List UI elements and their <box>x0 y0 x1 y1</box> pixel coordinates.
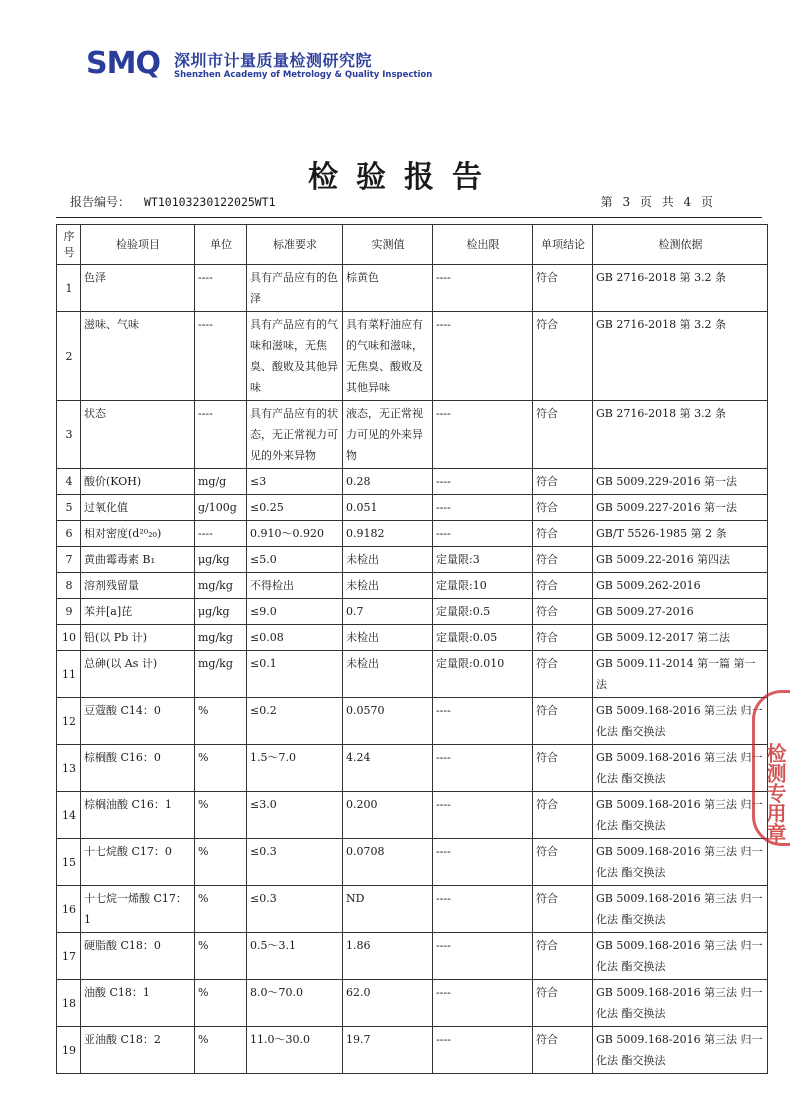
row-limit: 定量限:10 <box>433 573 533 599</box>
row-requirement: ≤0.25 <box>247 495 343 521</box>
table-row <box>57 312 768 401</box>
row-unit: ---- <box>195 265 247 312</box>
row-measured: 具有菜籽油应有的气味和滋味，无焦臭、酸败及其他异味 <box>343 312 433 401</box>
header-measured: 实测值 <box>343 225 433 265</box>
row-basis: GB 5009.168-2016 第三法 归一化法 酯交换法 <box>593 745 768 792</box>
row-no: 19 <box>57 1027 81 1074</box>
row-measured: 未检出 <box>343 573 433 599</box>
row-basis: GB 5009.22-2016 第四法 <box>593 547 768 573</box>
table-row <box>57 698 768 745</box>
row-item: 相对密度(d²⁰₂₀) <box>81 521 195 547</box>
row-basis: GB 5009.227-2016 第一法 <box>593 495 768 521</box>
row-no: 12 <box>57 698 81 745</box>
row-requirement: 0.5～3.1 <box>247 933 343 980</box>
table-row <box>57 401 768 469</box>
header-no: 序号 <box>57 225 81 265</box>
report-number <box>70 193 276 210</box>
row-unit: % <box>195 745 247 792</box>
table-row <box>57 573 768 599</box>
inspection-table <box>56 224 768 1074</box>
row-unit: μg/kg <box>195 599 247 625</box>
logo-mark: SMQ <box>86 46 160 81</box>
row-no: 11 <box>57 651 81 698</box>
row-measured: 0.9182 <box>343 521 433 547</box>
row-conclusion: 符合 <box>533 401 593 469</box>
row-conclusion: 符合 <box>533 745 593 792</box>
row-measured: 液态，无正常视力可见的外来异物 <box>343 401 433 469</box>
row-requirement: ≤5.0 <box>247 547 343 573</box>
row-limit: ---- <box>433 495 533 521</box>
row-unit: ---- <box>195 521 247 547</box>
row-basis: GB 5009.168-2016 第三法 归一化法 酯交换法 <box>593 792 768 839</box>
row-basis: GB 5009.27-2016 <box>593 599 768 625</box>
row-item: 油酸 C18：1 <box>81 980 195 1027</box>
row-requirement: 具有产品应有的状态，无正常视力可见的外来异物 <box>247 401 343 469</box>
row-basis: GB/T 5526-1985 第 2 条 <box>593 521 768 547</box>
row-item: 滋味、气味 <box>81 312 195 401</box>
row-conclusion: 符合 <box>533 933 593 980</box>
row-unit: % <box>195 792 247 839</box>
row-unit: % <box>195 1027 247 1074</box>
row-measured: 未检出 <box>343 651 433 698</box>
page-info: 第 3 页 共 4 页 <box>600 195 716 209</box>
row-item: 苯并[a]芘 <box>81 599 195 625</box>
row-measured: 4.24 <box>343 745 433 792</box>
row-unit: % <box>195 886 247 933</box>
row-limit: ---- <box>433 792 533 839</box>
row-requirement: ≤0.2 <box>247 698 343 745</box>
header-limit: 检出限 <box>433 225 533 265</box>
row-unit: g/100g <box>195 495 247 521</box>
row-limit: 定量限:0.5 <box>433 599 533 625</box>
row-conclusion: 符合 <box>533 698 593 745</box>
row-basis: GB 2716-2018 第 3.2 条 <box>593 265 768 312</box>
row-basis: GB 5009.168-2016 第三法 归一化法 酯交换法 <box>593 980 768 1027</box>
row-measured: 0.7 <box>343 599 433 625</box>
header-rule <box>56 217 762 218</box>
table-row <box>57 651 768 698</box>
table-row <box>57 839 768 886</box>
row-conclusion: 符合 <box>533 980 593 1027</box>
row-no: 4 <box>57 469 81 495</box>
row-conclusion: 符合 <box>533 312 593 401</box>
row-limit: ---- <box>433 401 533 469</box>
row-conclusion: 符合 <box>533 495 593 521</box>
table-row <box>57 469 768 495</box>
row-limit: ---- <box>433 698 533 745</box>
row-basis: GB 5009.168-2016 第三法 归一化法 酯交换法 <box>593 933 768 980</box>
row-basis: GB 5009.168-2016 第三法 归一化法 酯交换法 <box>593 886 768 933</box>
row-requirement: 不得检出 <box>247 573 343 599</box>
row-no: 17 <box>57 933 81 980</box>
table-row <box>57 933 768 980</box>
row-no: 7 <box>57 547 81 573</box>
row-item: 棕榈油酸 C16：1 <box>81 792 195 839</box>
row-item: 铅(以 Pb 计) <box>81 625 195 651</box>
row-measured: ND <box>343 886 433 933</box>
row-no: 5 <box>57 495 81 521</box>
row-conclusion: 符合 <box>533 469 593 495</box>
row-measured: 0.0570 <box>343 698 433 745</box>
row-limit: 定量限:0.05 <box>433 625 533 651</box>
row-requirement: 1.5～7.0 <box>247 745 343 792</box>
row-item: 过氧化值 <box>81 495 195 521</box>
row-measured: 0.200 <box>343 792 433 839</box>
report-title: 检验报告 <box>308 160 500 195</box>
row-limit: ---- <box>433 933 533 980</box>
row-no: 10 <box>57 625 81 651</box>
row-conclusion: 符合 <box>533 886 593 933</box>
row-no: 3 <box>57 401 81 469</box>
table-row <box>57 521 768 547</box>
row-unit: μg/kg <box>195 547 247 573</box>
row-unit: mg/kg <box>195 625 247 651</box>
row-conclusion: 符合 <box>533 1027 593 1074</box>
row-no: 15 <box>57 839 81 886</box>
row-measured: 62.0 <box>343 980 433 1027</box>
row-unit: ---- <box>195 312 247 401</box>
table-row <box>57 265 768 312</box>
row-item: 亚油酸 C18：2 <box>81 1027 195 1074</box>
row-unit: % <box>195 933 247 980</box>
report-number-value: WT10103230122025WT1 <box>144 195 276 209</box>
row-unit: mg/kg <box>195 651 247 698</box>
row-requirement: ≤3 <box>247 469 343 495</box>
header-item: 检验项目 <box>81 225 195 265</box>
row-conclusion: 符合 <box>533 521 593 547</box>
row-conclusion: 符合 <box>533 547 593 573</box>
row-basis: GB 5009.11-2014 第一篇 第一法 <box>593 651 768 698</box>
header-conclusion: 单项结论 <box>533 225 593 265</box>
row-requirement: ≤9.0 <box>247 599 343 625</box>
row-no: 16 <box>57 886 81 933</box>
row-limit: ---- <box>433 839 533 886</box>
row-basis: GB 2716-2018 第 3.2 条 <box>593 312 768 401</box>
row-measured: 棕黄色 <box>343 265 433 312</box>
row-measured: 0.0708 <box>343 839 433 886</box>
row-no: 18 <box>57 980 81 1027</box>
row-measured: 未检出 <box>343 625 433 651</box>
row-unit: mg/g <box>195 469 247 495</box>
row-no: 14 <box>57 792 81 839</box>
row-requirement: ≤0.08 <box>247 625 343 651</box>
row-requirement: 8.0～70.0 <box>247 980 343 1027</box>
logo-chinese-name: 深圳市计量质量检测研究院 <box>174 51 373 70</box>
table-row <box>57 1027 768 1074</box>
row-item: 色泽 <box>81 265 195 312</box>
row-basis: GB 5009.168-2016 第三法 归一化法 酯交换法 <box>593 1027 768 1074</box>
report-number-label: 报告编号： <box>70 195 131 209</box>
row-conclusion: 符合 <box>533 599 593 625</box>
row-measured: 0.051 <box>343 495 433 521</box>
row-requirement: 具有产品应有的色泽 <box>247 265 343 312</box>
row-measured: 1.86 <box>343 933 433 980</box>
row-no: 8 <box>57 573 81 599</box>
row-item: 酸价(KOH) <box>81 469 195 495</box>
row-basis: GB 2716-2018 第 3.2 条 <box>593 401 768 469</box>
row-item: 总砷(以 As 计) <box>81 651 195 698</box>
row-unit: % <box>195 980 247 1027</box>
row-unit: mg/kg <box>195 573 247 599</box>
table-row <box>57 980 768 1027</box>
row-unit: % <box>195 698 247 745</box>
row-conclusion: 符合 <box>533 792 593 839</box>
row-measured: 19.7 <box>343 1027 433 1074</box>
row-limit: ---- <box>433 886 533 933</box>
row-limit: ---- <box>433 469 533 495</box>
row-item: 状态 <box>81 401 195 469</box>
row-unit: ---- <box>195 401 247 469</box>
row-limit: 定量限:3 <box>433 547 533 573</box>
official-seal: 检测专用章 <box>752 690 790 846</box>
header-requirement: 标准要求 <box>247 225 343 265</box>
row-requirement: 0.910～0.920 <box>247 521 343 547</box>
row-limit: 定量限:0.010 <box>433 651 533 698</box>
row-basis: GB 5009.229-2016 第一法 <box>593 469 768 495</box>
row-item: 硬脂酸 C18：0 <box>81 933 195 980</box>
row-conclusion: 符合 <box>533 839 593 886</box>
row-item: 十七烷酸 C17：0 <box>81 839 195 886</box>
row-basis: GB 5009.12-2017 第二法 <box>593 625 768 651</box>
row-unit: % <box>195 839 247 886</box>
table-row <box>57 495 768 521</box>
row-requirement: ≤3.0 <box>247 792 343 839</box>
row-basis: GB 5009.168-2016 第三法 归一化法 酯交换法 <box>593 698 768 745</box>
row-basis: GB 5009.168-2016 第三法 归一化法 酯交换法 <box>593 839 768 886</box>
row-requirement: 具有产品应有的气味和滋味，无焦臭、酸败及其他异味 <box>247 312 343 401</box>
row-item: 十七烷一烯酸 C17：1 <box>81 886 195 933</box>
row-no: 1 <box>57 265 81 312</box>
row-requirement: ≤0.3 <box>247 886 343 933</box>
row-limit: ---- <box>433 312 533 401</box>
row-item: 溶剂残留量 <box>81 573 195 599</box>
row-limit: ---- <box>433 980 533 1027</box>
header-unit: 单位 <box>195 225 247 265</box>
table-row <box>57 886 768 933</box>
row-requirement: ≤0.3 <box>247 839 343 886</box>
row-limit: ---- <box>433 265 533 312</box>
row-item: 黄曲霉毒素 B₁ <box>81 547 195 573</box>
row-conclusion: 符合 <box>533 573 593 599</box>
table-row <box>57 625 768 651</box>
row-no: 13 <box>57 745 81 792</box>
header-basis: 检测依据 <box>593 225 768 265</box>
row-no: 9 <box>57 599 81 625</box>
row-requirement: 11.0～30.0 <box>247 1027 343 1074</box>
table-header-row <box>57 225 768 265</box>
row-item: 豆蔻酸 C14：0 <box>81 698 195 745</box>
logo-english-name: Shenzhen Academy of Metrology & Quality Inspection <box>174 70 433 80</box>
row-conclusion: 符合 <box>533 651 593 698</box>
table-row <box>57 599 768 625</box>
row-basis: GB 5009.262-2016 <box>593 573 768 599</box>
row-measured: 未检出 <box>343 547 433 573</box>
row-limit: ---- <box>433 521 533 547</box>
table-row <box>57 792 768 839</box>
row-requirement: ≤0.1 <box>247 651 343 698</box>
row-measured: 0.28 <box>343 469 433 495</box>
row-no: 6 <box>57 521 81 547</box>
table-row <box>57 547 768 573</box>
row-limit: ---- <box>433 1027 533 1074</box>
row-item: 棕榈酸 C16：0 <box>81 745 195 792</box>
table-row <box>57 745 768 792</box>
row-conclusion: 符合 <box>533 265 593 312</box>
row-limit: ---- <box>433 745 533 792</box>
row-no: 2 <box>57 312 81 401</box>
row-conclusion: 符合 <box>533 625 593 651</box>
